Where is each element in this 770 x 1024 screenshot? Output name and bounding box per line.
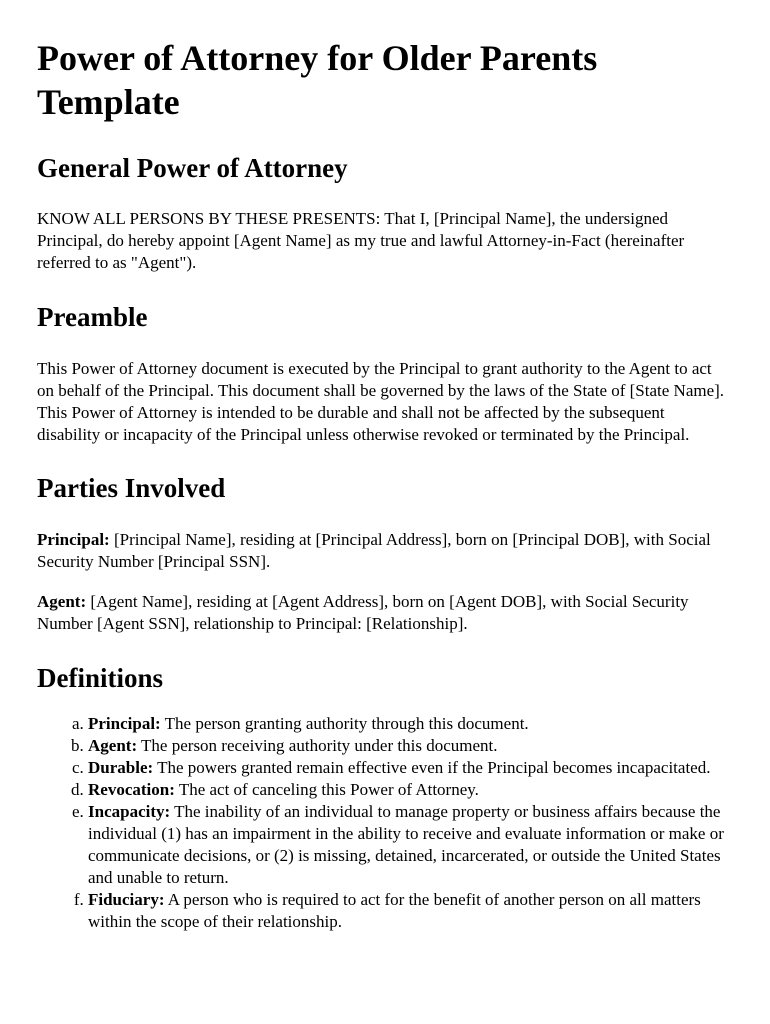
definition-item-incapacity bbox=[88, 801, 727, 889]
principal-details: [Principal Name], residing at [Principal Address], born on [Principal DOB], with Social Security Number [Principal SSN]. bbox=[37, 530, 711, 571]
definition-term: Revocation: bbox=[88, 780, 175, 799]
definition-text: The act of canceling this Power of Attorney. bbox=[174, 780, 479, 799]
agent-label: Agent: bbox=[37, 592, 87, 611]
definition-item-durable bbox=[88, 757, 727, 779]
principal-label: Principal: bbox=[37, 530, 110, 549]
definition-text: The inability of an individual to manage property or business affairs because the individual (1) has an impairment in the ability to receive and evaluate information or make or communicate decisions, or (2) is missing, detained, incarcerated, or outside the United States and unable to return. bbox=[88, 802, 724, 887]
definition-term: Principal: bbox=[88, 714, 161, 733]
section-heading-definitions: Definitions bbox=[37, 663, 164, 693]
document-page bbox=[37, 36, 727, 933]
definition-term: Agent: bbox=[88, 736, 138, 755]
agent-paragraph bbox=[37, 591, 727, 635]
definition-item-revocation bbox=[88, 779, 727, 801]
principal-paragraph bbox=[37, 529, 727, 573]
definition-term: Durable: bbox=[88, 758, 154, 777]
definitions-list bbox=[37, 713, 727, 933]
section-heading-preamble: Preamble bbox=[37, 302, 148, 332]
definition-item-agent bbox=[88, 735, 727, 757]
general-paragraph: KNOW ALL PERSONS BY THESE PRESENTS: That I, [Principal Name], the undersigned Principal, do hereby appoint [Agent Name] as my true and lawful Attorney-in-Fact (hereinafter referred to as "Agent"). bbox=[37, 209, 685, 272]
definition-term: Fiduciary: bbox=[88, 890, 165, 909]
section-heading-parties: Parties Involved bbox=[37, 473, 226, 503]
definition-text: The person granting authority through this document. bbox=[160, 714, 529, 733]
definition-term: Incapacity: bbox=[88, 802, 171, 821]
definition-item-fiduciary bbox=[88, 889, 727, 933]
definition-text: The powers granted remain effective even if the Principal becomes incapacitated. bbox=[153, 758, 711, 777]
document-title: Power of Attorney for Older Parents Template bbox=[37, 38, 598, 122]
preamble-paragraph: This Power of Attorney document is executed by the Principal to grant authority to the Agent to act on behalf of the Principal. This document shall be governed by the laws of the State of [State Name]. This Power of Attorney is intended to be durable and shall not be affected by the subsequent disability or incapacity of the Principal unless otherwise revoked or terminated by the Principal. bbox=[37, 359, 725, 444]
section-heading-general: General Power of Attorney bbox=[37, 153, 348, 183]
definition-item-principal bbox=[88, 713, 727, 735]
definition-text: The person receiving authority under this document. bbox=[137, 736, 498, 755]
agent-details: [Agent Name], residing at [Agent Address], born on [Agent DOB], with Social Security Number [Agent SSN], relationship to Principal: [Relationship]. bbox=[37, 592, 689, 633]
definition-text: A person who is required to act for the benefit of another person on all matters within the scope of their relationship. bbox=[88, 890, 701, 931]
